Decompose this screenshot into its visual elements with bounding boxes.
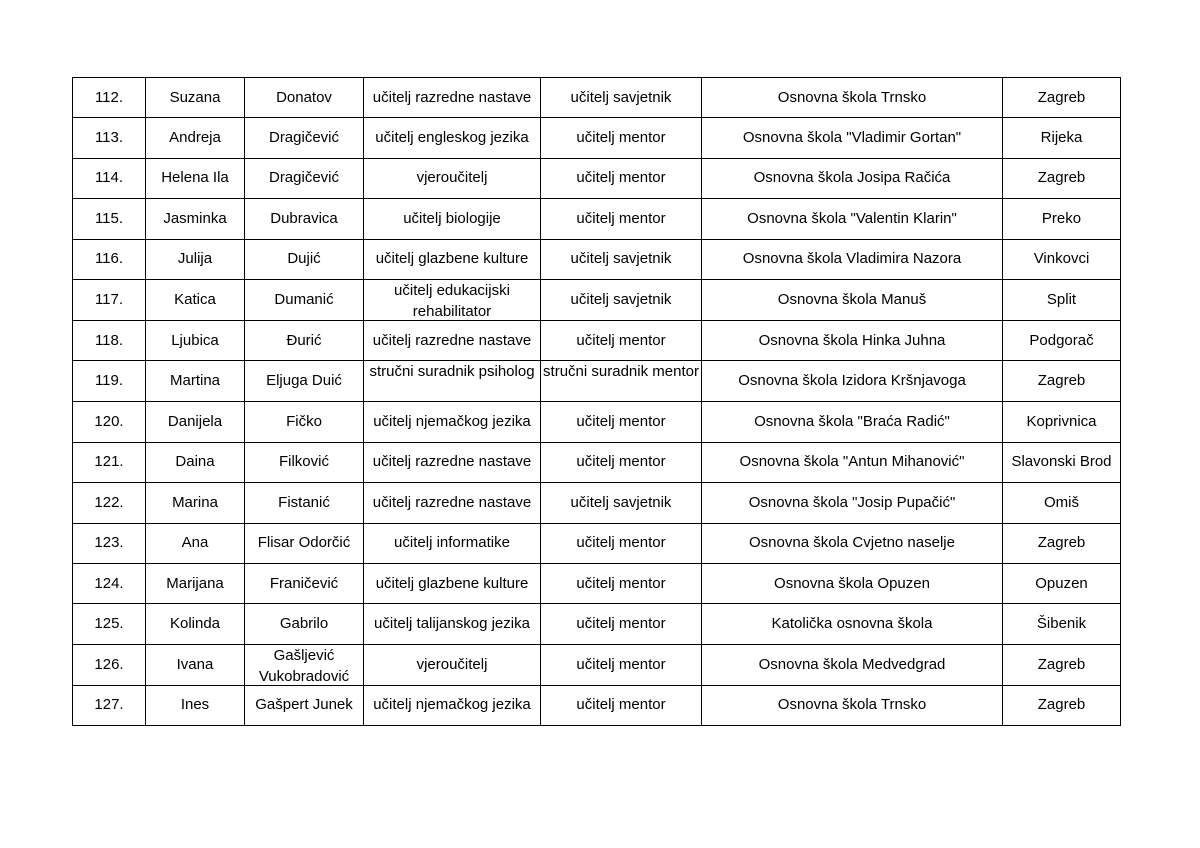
school-cell: Osnovna škola Medvedgrad xyxy=(702,644,1003,685)
table-row xyxy=(73,320,1121,360)
table-row xyxy=(73,361,1121,402)
school-cell: Osnovna škola "Valentin Klarin" xyxy=(702,199,1003,239)
position-cell: učitelj njemačkog jezika xyxy=(364,402,541,442)
title-cell: učitelj mentor xyxy=(541,604,702,644)
row-number-cell: 115. xyxy=(73,199,146,239)
first-name-cell: Suzana xyxy=(146,78,245,118)
title-cell: učitelj savjetnik xyxy=(541,239,702,279)
title-cell: učitelj mentor xyxy=(541,118,702,158)
first-name-cell: Marijana xyxy=(146,563,245,603)
row-number-cell: 118. xyxy=(73,320,146,360)
last-name-cell: Franičević xyxy=(245,563,364,603)
first-name-cell: Marina xyxy=(146,483,245,523)
table-row xyxy=(73,644,1121,685)
position-cell-text: stručni suradnik psiholog xyxy=(369,363,535,381)
city-cell: Podgorač xyxy=(1003,320,1121,360)
city-cell: Split xyxy=(1003,279,1121,320)
position-cell: vjeroučitelj xyxy=(364,644,541,685)
city-cell: Vinkovci xyxy=(1003,239,1121,279)
first-name-cell: Julija xyxy=(146,239,245,279)
city-cell: Zagreb xyxy=(1003,644,1121,685)
school-cell: Osnovna škola Cvjetno naselje xyxy=(702,523,1003,563)
position-cell: učitelj glazbene kulture xyxy=(364,239,541,279)
table-row xyxy=(73,78,1121,118)
first-name-cell: Ljubica xyxy=(146,320,245,360)
school-cell: Osnovna škola Opuzen xyxy=(702,563,1003,603)
last-name-cell: Gašpert Junek xyxy=(245,685,364,725)
city-cell: Šibenik xyxy=(1003,604,1121,644)
table-row xyxy=(73,118,1121,158)
first-name-cell: Ines xyxy=(146,685,245,725)
row-number-cell: 124. xyxy=(73,563,146,603)
school-cell: Osnovna škola Izidora Kršnjavoga xyxy=(702,361,1003,402)
title-cell: učitelj savjetnik xyxy=(541,483,702,523)
first-name-cell: Martina xyxy=(146,361,245,402)
title-cell: učitelj savjetnik xyxy=(541,279,702,320)
school-cell: Katolička osnovna škola xyxy=(702,604,1003,644)
row-number-cell: 112. xyxy=(73,78,146,118)
row-number-cell: 119. xyxy=(73,361,146,402)
school-cell: Osnovna škola "Antun Mihanović" xyxy=(702,442,1003,482)
last-name-cell xyxy=(245,644,364,685)
city-cell: Rijeka xyxy=(1003,118,1121,158)
city-cell: Omiš xyxy=(1003,483,1121,523)
table-row xyxy=(73,685,1121,725)
school-cell: Osnovna škola Trnsko xyxy=(702,78,1003,118)
position-cell: učitelj glazbene kulture xyxy=(364,563,541,603)
row-number-cell: 125. xyxy=(73,604,146,644)
table-row xyxy=(73,279,1121,320)
row-number-cell: 114. xyxy=(73,158,146,198)
first-name-cell: Andreja xyxy=(146,118,245,158)
row-number-cell: 126. xyxy=(73,644,146,685)
city-cell: Slavonski Brod xyxy=(1003,442,1121,482)
city-cell: Zagreb xyxy=(1003,685,1121,725)
row-number-cell: 116. xyxy=(73,239,146,279)
table-row xyxy=(73,604,1121,644)
position-cell: učitelj engleskog jezika xyxy=(364,118,541,158)
title-cell: učitelj mentor xyxy=(541,402,702,442)
title-cell: učitelj mentor xyxy=(541,685,702,725)
row-number-cell: 117. xyxy=(73,279,146,320)
table-row xyxy=(73,563,1121,603)
first-name-cell: Daina xyxy=(146,442,245,482)
row-number-cell: 113. xyxy=(73,118,146,158)
position-cell: vjeroučitelj xyxy=(364,158,541,198)
position-cell: učitelj razredne nastave xyxy=(364,320,541,360)
last-name-cell-text: Gašljević Vukobradović xyxy=(258,646,350,685)
school-cell: Osnovna škola Hinka Juhna xyxy=(702,320,1003,360)
position-cell: učitelj informatike xyxy=(364,523,541,563)
position-cell xyxy=(364,361,541,402)
school-cell: Osnovna škola "Josip Pupačić" xyxy=(702,483,1003,523)
city-cell: Zagreb xyxy=(1003,523,1121,563)
title-cell-text: stručni suradnik mentor xyxy=(543,363,699,381)
last-name-cell: Dumanić xyxy=(245,279,364,320)
city-cell: Opuzen xyxy=(1003,563,1121,603)
first-name-cell: Ivana xyxy=(146,644,245,685)
school-cell: Osnovna škola Trnsko xyxy=(702,685,1003,725)
position-cell: učitelj razredne nastave xyxy=(364,78,541,118)
table-row xyxy=(73,239,1121,279)
position-cell: učitelj biologije xyxy=(364,199,541,239)
last-name-cell: Fistanić xyxy=(245,483,364,523)
last-name-cell: Fičko xyxy=(245,402,364,442)
title-cell: učitelj mentor xyxy=(541,523,702,563)
row-number-cell: 127. xyxy=(73,685,146,725)
last-name-cell: Flisar Odorčić xyxy=(245,523,364,563)
last-name-cell: Dragičević xyxy=(245,158,364,198)
title-cell: učitelj mentor xyxy=(541,644,702,685)
position-cell: učitelj talijanskog jezika xyxy=(364,604,541,644)
position-cell xyxy=(364,279,541,320)
first-name-cell: Ana xyxy=(146,523,245,563)
row-number-cell: 120. xyxy=(73,402,146,442)
school-cell: Osnovna škola Manuš xyxy=(702,279,1003,320)
position-cell: učitelj razredne nastave xyxy=(364,442,541,482)
table-row xyxy=(73,483,1121,523)
title-cell: učitelj mentor xyxy=(541,563,702,603)
first-name-cell: Jasminka xyxy=(146,199,245,239)
last-name-cell: Donatov xyxy=(245,78,364,118)
city-cell: Zagreb xyxy=(1003,361,1121,402)
position-cell-text: učitelj edukacijski rehabilitator xyxy=(394,281,510,320)
school-cell: Osnovna škola Josipa Račića xyxy=(702,158,1003,198)
last-name-cell: Dubravica xyxy=(245,199,364,239)
table-row xyxy=(73,442,1121,482)
city-cell: Zagreb xyxy=(1003,78,1121,118)
row-number-cell: 123. xyxy=(73,523,146,563)
table-row xyxy=(73,402,1121,442)
table-body xyxy=(73,78,1121,726)
table-row xyxy=(73,158,1121,198)
first-name-cell: Kolinda xyxy=(146,604,245,644)
last-name-cell: Dujić xyxy=(245,239,364,279)
last-name-cell: Eljuga Duić xyxy=(245,361,364,402)
table-row xyxy=(73,523,1121,563)
school-cell: Osnovna škola "Braća Radić" xyxy=(702,402,1003,442)
row-number-cell: 121. xyxy=(73,442,146,482)
title-cell: učitelj mentor xyxy=(541,199,702,239)
city-cell: Zagreb xyxy=(1003,158,1121,198)
title-cell xyxy=(541,361,702,402)
first-name-cell: Katica xyxy=(146,279,245,320)
city-cell: Preko xyxy=(1003,199,1121,239)
title-cell: učitelj savjetnik xyxy=(541,78,702,118)
teacher-table xyxy=(72,77,1121,726)
school-cell: Osnovna škola "Vladimir Gortan" xyxy=(702,118,1003,158)
last-name-cell: Đurić xyxy=(245,320,364,360)
last-name-cell: Gabrilo xyxy=(245,604,364,644)
position-cell: učitelj razredne nastave xyxy=(364,483,541,523)
last-name-cell: Dragičević xyxy=(245,118,364,158)
first-name-cell: Helena Ila xyxy=(146,158,245,198)
title-cell: učitelj mentor xyxy=(541,442,702,482)
table-row xyxy=(73,199,1121,239)
city-cell: Koprivnica xyxy=(1003,402,1121,442)
school-cell: Osnovna škola Vladimira Nazora xyxy=(702,239,1003,279)
position-cell: učitelj njemačkog jezika xyxy=(364,685,541,725)
title-cell: učitelj mentor xyxy=(541,320,702,360)
last-name-cell: Filković xyxy=(245,442,364,482)
first-name-cell: Danijela xyxy=(146,402,245,442)
row-number-cell: 122. xyxy=(73,483,146,523)
title-cell: učitelj mentor xyxy=(541,158,702,198)
